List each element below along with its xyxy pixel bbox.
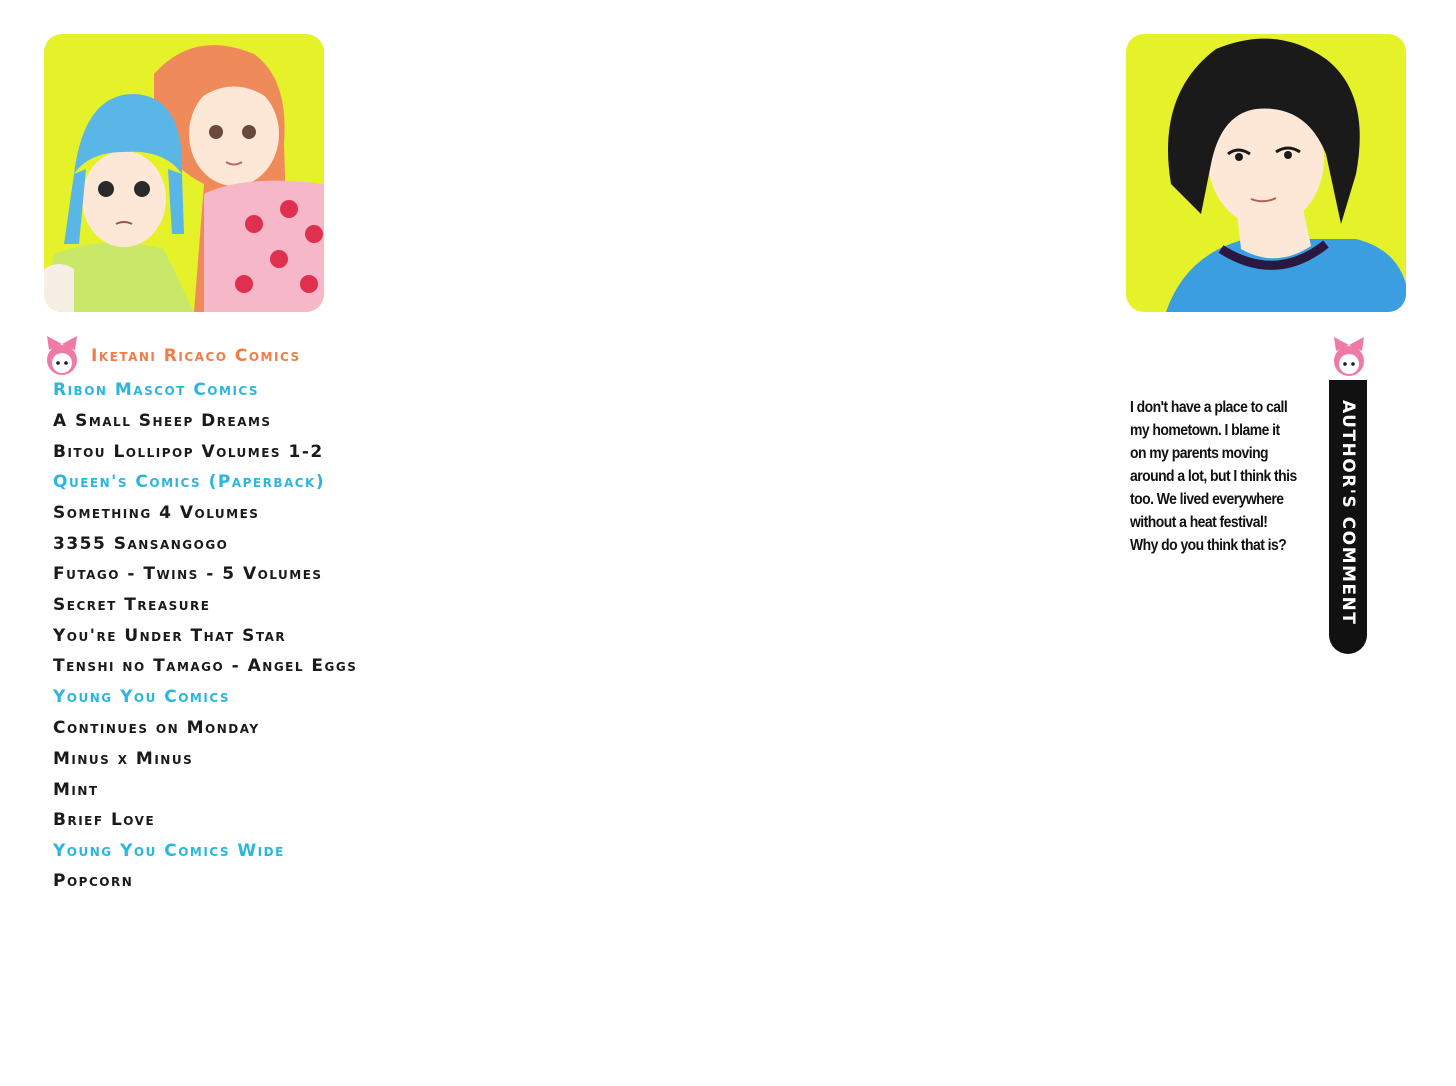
comment-line: without a heat festival! [1130,514,1268,531]
illustration-boy [1126,34,1406,312]
illustration-two-girls [44,34,324,312]
section-heading-young-you: Young You Comics [53,687,230,707]
book-title: Mint [53,780,99,800]
book-title: Futago - Twins - 5 Volumes [53,564,323,584]
bow-girl-icon [43,334,81,378]
comment-line: Why do you think that is? [1130,537,1287,554]
comment-line: too. We lived everywhere [1130,491,1284,508]
section-heading-queens-comics: Queen's Comics (Paperback) [53,472,326,492]
book-title: You're Under That Star [53,626,287,646]
comment-line: on my parents moving [1130,445,1269,462]
author-comment-label: AUTHOR'S COMMENT [1338,400,1358,626]
section-heading-young-you-wide: Young You Comics Wide [53,841,285,861]
book-title: Secret Treasure [53,595,211,615]
comment-line: I don't have a place to call [1130,399,1288,416]
book-title: A Small Sheep Dreams [53,411,272,431]
bibliography-title: Iketani Ricaco Comics [91,346,301,366]
book-title: 3355 Sansangogo [53,534,229,554]
book-title: Popcorn [53,871,134,891]
book-title: Minus x Minus [53,749,194,769]
comment-line: my hometown. I blame it [1130,422,1280,439]
book-title: Something 4 Volumes [53,503,260,523]
book-title: Tenshi no Tamago - Angel Eggs [53,656,358,676]
author-comment-text [1130,396,1310,557]
book-title: Continues on Monday [53,718,260,738]
book-title: Bitou Lollipop Volumes 1-2 [53,442,324,462]
book-title: Brief Love [53,810,156,830]
comment-line: around a lot, but I think this [1130,468,1297,485]
author-comment-tab [1329,380,1367,654]
bow-girl-icon [1330,335,1368,379]
section-heading-ribon-mascot: Ribon Mascot Comics [53,380,260,400]
